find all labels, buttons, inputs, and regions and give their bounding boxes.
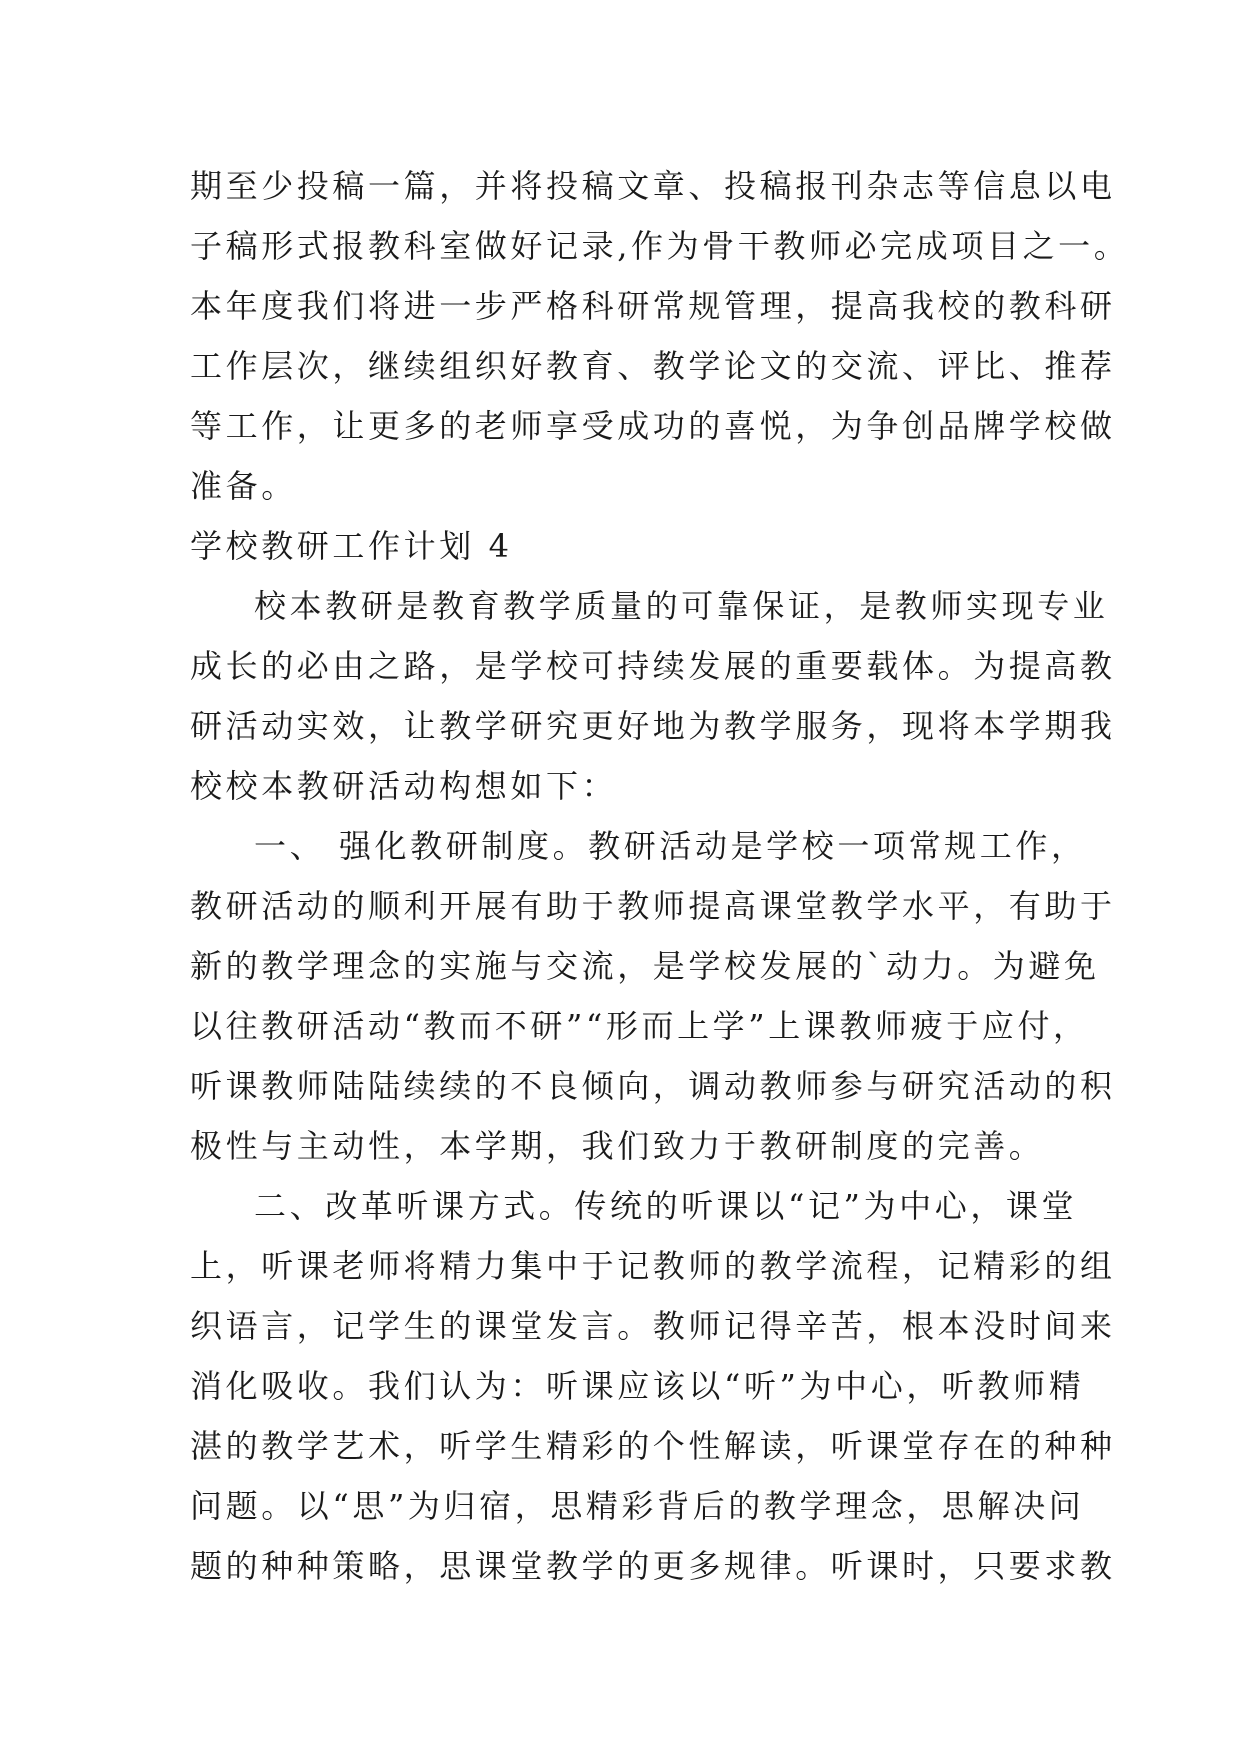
text-line: 题的种种策略，思课堂教学的更多规律。听课时，只要求教 (190, 1547, 1116, 1585)
text-line: 极性与主动性，本学期，我们致力于教研制度的完善。 (190, 1127, 1045, 1165)
text-line: 问题。以“思”为归宿，思精彩背后的教学理念，思解决问 (190, 1487, 1085, 1525)
text-line: 织语言，记学生的课堂发言。教师记得辛苦，根本没时间来 (190, 1307, 1116, 1345)
text-line: 期至少投稿一篇，并将投稿文章、投稿报刊杂志等信息以电 (190, 167, 1116, 205)
text-line: 消化吸收。我们认为：听课应该以“听”为中心，听教师精 (190, 1367, 1085, 1405)
text-line: 成长的必由之路，是学校可持续发展的重要载体。为提高教 (190, 647, 1116, 685)
text-line: 湛的教学艺术，听学生精彩的个性解读，听课堂存在的种种 (190, 1427, 1116, 1465)
text-line: 子稿形式报教科室做好记录,作为骨干教师必完成项目之一。 (190, 227, 1130, 265)
text-line: 新的教学理念的实施与交流，是学校发展的`动力。为避免 (190, 947, 1100, 985)
text-line: 二、改革听课方式。传统的听课以“记”为中心，课堂 (254, 1187, 1078, 1225)
text-line: 以往教研活动“教而不研”“形而上学”上课教师疲于应付， (190, 1007, 1089, 1045)
text-line: 准备。 (190, 467, 297, 505)
text-line: 听课教师陆陆续续的不良倾向，调动教师参与研究活动的积 (190, 1067, 1116, 1105)
text-line: 上，听课老师将精力集中于记教师的教学流程，记精彩的组 (190, 1247, 1116, 1285)
text-line: 校本教研是教育教学质量的可靠保证，是教师实现专业 (254, 587, 1109, 625)
text-line: 校校本教研活动构想如下： (190, 767, 618, 805)
text-line: 教研活动的顺利开展有助于教师提高课堂教学水平，有助于 (190, 887, 1116, 925)
text-line: 一、 强化教研制度。教研活动是学校一项常规工作， (254, 827, 1087, 865)
text-line: 工作层次，继续组织好教育、教学论文的交流、评比、推荐 (190, 347, 1116, 385)
text-line: 等工作，让更多的老师享受成功的喜悦，为争创品牌学校做 (190, 407, 1116, 445)
text-line: 本年度我们将进一步严格科研常规管理，提高我校的教科研 (190, 287, 1116, 325)
text-line: 研活动实效，让教学研究更好地为教学服务，现将本学期我 (190, 707, 1116, 745)
section-heading: 学校教研工作计划 4 (190, 527, 513, 565)
